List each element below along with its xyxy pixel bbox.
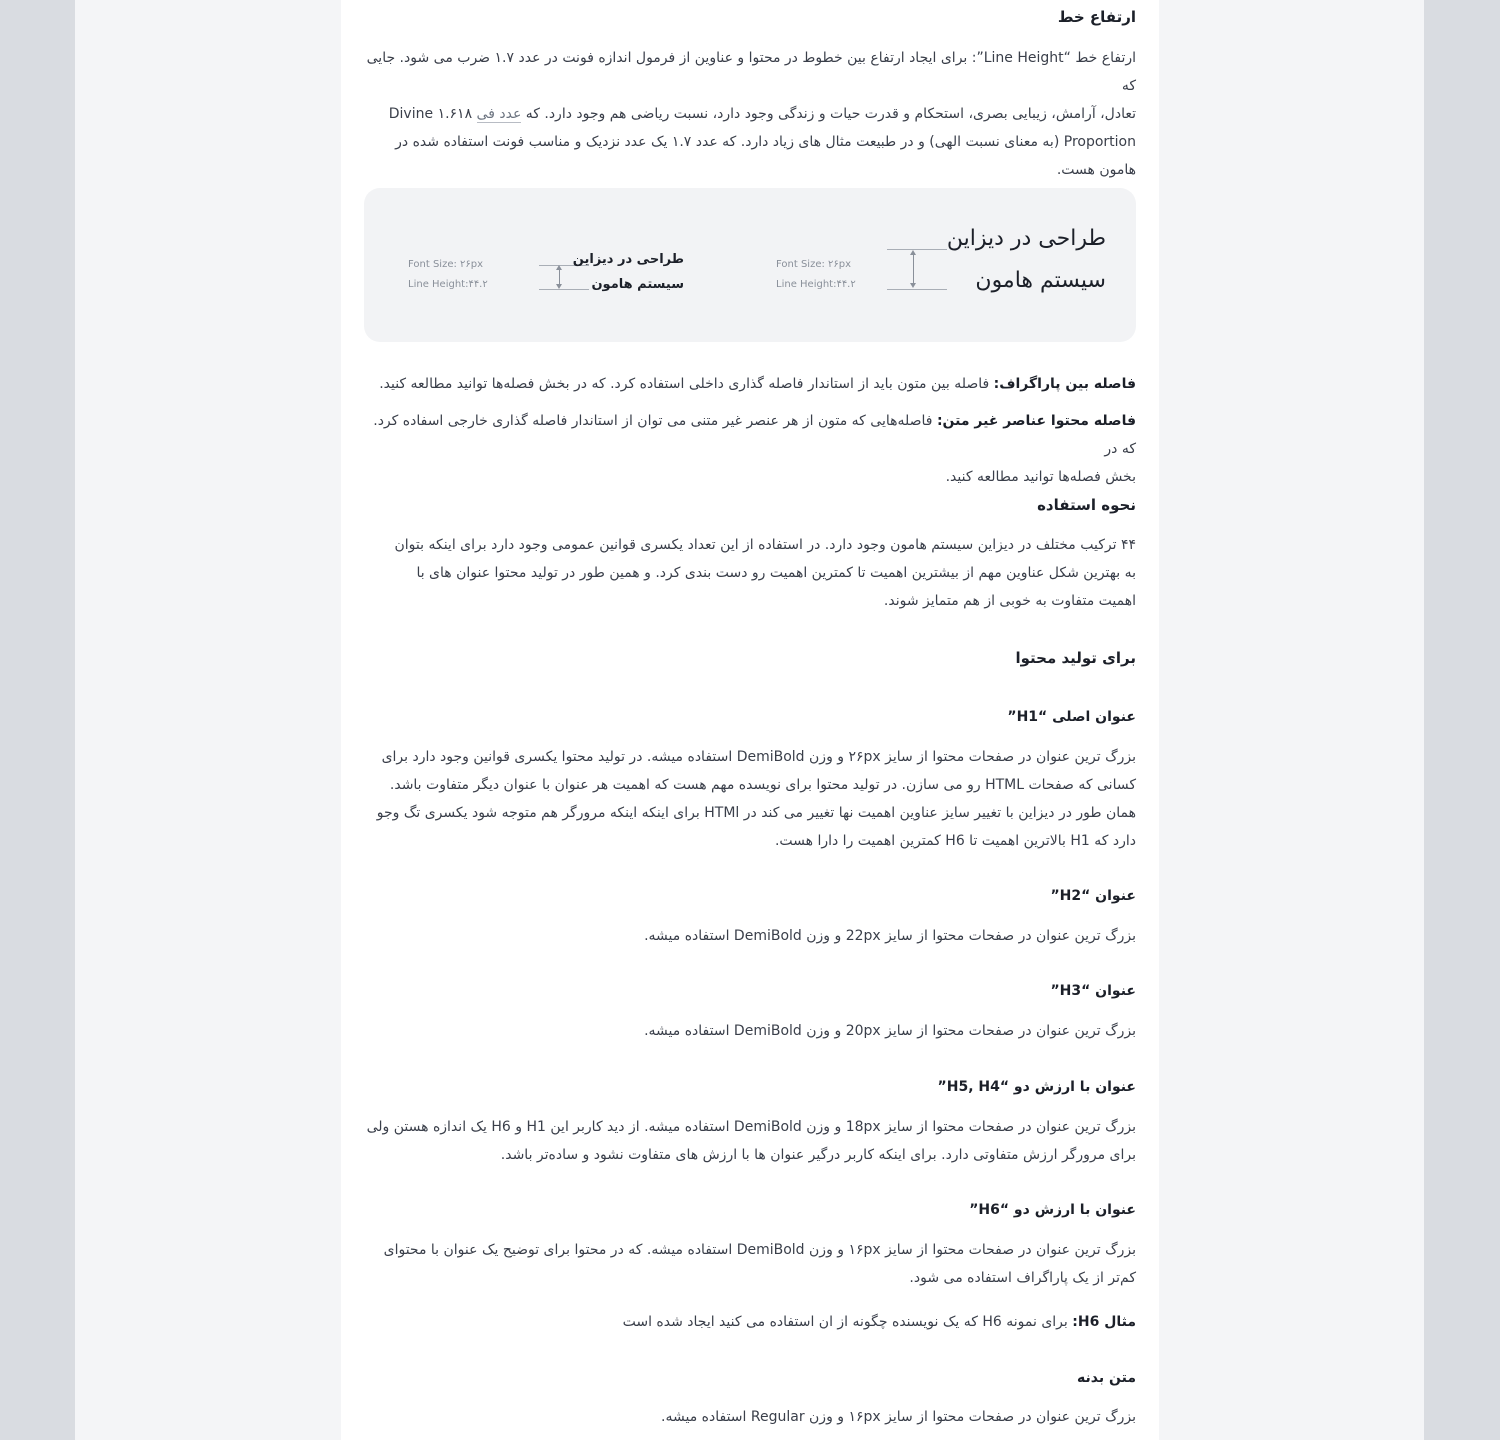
h6-example	[364, 1308, 1136, 1336]
h2-text: بزرگ ترین عنوان در صفحات محتوا از سایز 22px و وزن DemiBold استفاده میشه.	[644, 928, 1136, 944]
usage-paragraph	[364, 531, 1136, 615]
small-arrow-down-icon	[556, 284, 562, 289]
small-arrow-up-icon	[556, 265, 562, 270]
h6-example-label: مثال H6:	[1072, 1314, 1136, 1330]
h1-line-3: همان طور در دیزاین با تغییر سایز عناوین اهمیت نها تغییر می کند در HTMl برای اینکه اینکه مرورگر هم متوجه شود یکسری تگ وجو	[376, 805, 1136, 821]
big-arrow-up-icon	[910, 250, 916, 255]
paragraph-spacing-label: فاصله بین پاراگراف:	[993, 376, 1136, 392]
big-measure-line	[913, 254, 914, 284]
non-text-spacing-body: فاصله‌هایی که متون از هر عنصر غیر متنی می توان از استاندار فاصله گذاری خارجی اسفاده کرد. که در	[373, 413, 1136, 457]
big-font-size-label: Font Size: ۲۶px	[776, 259, 852, 270]
line-height-line-2-text: تعادل، آرامش، زیبایی بصری، استحکام و قدرت حیات و زندگی وجود دارد، نسبت ریاضی هم وجود دارد. که	[525, 106, 1136, 122]
big-arrow-down-icon	[910, 283, 916, 288]
usage-heading: نحوه استفاده	[1037, 496, 1136, 514]
h6-heading: عنوان با ارزش دو “H6”	[969, 1202, 1136, 1218]
small-sample-line-2: سیستم هامون	[591, 277, 684, 292]
big-sample-line-1: طراحی در دیزاین	[946, 226, 1106, 251]
h1-heading: عنوان اصلی “H1”	[1007, 709, 1136, 725]
document-page	[341, 0, 1159, 1440]
golden-ratio-link[interactable]: عدد فی	[476, 106, 522, 122]
line-height-figure	[364, 188, 1136, 342]
big-line-height-label: Line Height:۴۴.۲	[776, 279, 856, 290]
paragraph-spacing	[364, 370, 1136, 398]
line-height-line-2	[364, 100, 1136, 128]
h45-line-1: بزرگ ترین عنوان در صفحات محتوا از سایز 18px و وزن DemiBold استفاده میشه. از دید کاربر این H1 و H6 یک اندازه هستن ولی	[366, 1119, 1136, 1135]
h1-line-2: کسانی که صفحات HTML رو می سازن. در تولید محتوا برای نویسده مهم هست که اهمیت هر عنوان با عنوان دیگر متفاوت باشد.	[389, 777, 1136, 793]
h3-text: بزرگ ترین عنوان در صفحات محتوا از سایز 20px و وزن DemiBold استفاده میشه.	[644, 1023, 1136, 1039]
h1-line-4: دارد که H1 بالاترین اهمیت تا H6 کمترین اهمیت را دارا هست.	[774, 833, 1136, 849]
h3-paragraph	[364, 1017, 1136, 1045]
paragraph-spacing-text	[364, 370, 1136, 398]
big-top-guide-line	[887, 249, 947, 250]
h45-line-2: برای مرورگر ارزش متفاوتی دارد. برای اینکه کاربر درگیر عنوان ها با ارزش های متفاوت نشود و ساده‌تر باشد.	[500, 1147, 1136, 1163]
paragraph-spacing-body: فاصله بین متون باید از استاندار فاصله گذاری داخلی استفاده کرد. که در بخش فصله‌ها توانید مطالعه کنید.	[379, 376, 994, 392]
h6-example-text	[364, 1308, 1136, 1336]
non-text-spacing-line-1	[364, 407, 1136, 463]
small-font-size-label: Font Size: ۲۶px	[408, 259, 484, 270]
line-height-line-1: ارتفاع خط “Line Height”: برای ایجاد ارتفاع بین خطوط در محتوا و عناوین از فرمول اندازه فونت در عدد ۱.۷ ضرب می شود. جایی که	[366, 50, 1136, 94]
body-text-paragraph	[364, 1403, 1136, 1431]
h45-heading: عنوان با ارزش دو “H5, H4”	[937, 1079, 1136, 1095]
usage-line-3: اهمیت متفاوت به خوبی از هم متمایز شوند.	[883, 593, 1136, 609]
small-sample-line-1: طراحی در دیزاین	[572, 252, 684, 267]
non-text-spacing	[364, 407, 1136, 491]
non-text-spacing-label: فاصله محتوا عناصر غیر متن:	[936, 413, 1136, 429]
non-text-spacing-line-2: بخش فصله‌ها توانید مطالعه کنید.	[945, 469, 1136, 485]
small-bottom-guide-line	[539, 289, 589, 290]
h1-paragraph	[364, 743, 1136, 855]
line-height-heading: ارتفاع خط	[1057, 8, 1136, 26]
small-line-height-label: Line Height:۴۴.۲	[408, 279, 488, 290]
h6-example-body: برای نمونه H6 که یک نویسنده چگونه از ان استفاده می کنید ایجاد شده است	[622, 1314, 1073, 1330]
content-production-heading: برای تولید محتوا	[1015, 649, 1136, 667]
line-height-line-4: هامون هست.	[1056, 162, 1136, 178]
h2-heading: عنوان “H2”	[1050, 888, 1136, 904]
h45-paragraph	[364, 1113, 1136, 1169]
line-height-line-2-tail: ۱.۶۱۸ Divine	[388, 106, 473, 122]
big-bottom-guide-line	[887, 289, 947, 290]
body-text-heading: متن بدنه	[1077, 1370, 1136, 1386]
h6-paragraph	[364, 1236, 1136, 1292]
h6-line-1: بزرگ ترین عنوان در صفحات محتوا از سایز ۱۶px و وزن DemiBold استفاده میشه. که در محتوا برای توضیح یک عنوان با محتوای	[383, 1242, 1136, 1258]
h1-line-1: بزرگ ترین عنوان در صفحات محتوا از سایز ۲۶px و وزن DemiBold استفاده میشه. در تولید محتوا یکسری قوانین وجود دارد برای	[381, 749, 1136, 765]
h3-heading: عنوان “H3”	[1050, 983, 1136, 999]
usage-line-1: ۴۴ ترکیب مختلف در دیزاین سیستم هامون وجود دارد. در استفاده از این تعداد یکسری قوانین عمومی وجود دارد برای اینکه بتوان	[394, 537, 1136, 553]
small-measure-line	[559, 269, 560, 285]
h2-paragraph	[364, 922, 1136, 950]
h6-line-2: کم‌تر از یک پاراگراف استفاده می شود.	[909, 1270, 1136, 1286]
usage-line-2: به بهترین شکل عناوین مهم از بیشترین اهمیت تا کمترین اهمیت رو دست بندی کرد. و همین طور در تولید محتوا عنوان های با	[416, 565, 1136, 581]
big-sample-line-2: سیستم هامون	[975, 268, 1106, 293]
line-height-paragraph	[364, 44, 1136, 184]
line-height-line-3: Proportion (به معنای نسبت الهی) و در طبیعت مثال های زیاد دارد. که عدد ۱.۷ یک عدد نزدیک و مناسب فونت استفاده شده در	[395, 134, 1136, 150]
body-text-text: بزرگ ترین عنوان در صفحات محتوا از سایز ۱۶px و وزن Regular استفاده میشه.	[661, 1409, 1136, 1425]
